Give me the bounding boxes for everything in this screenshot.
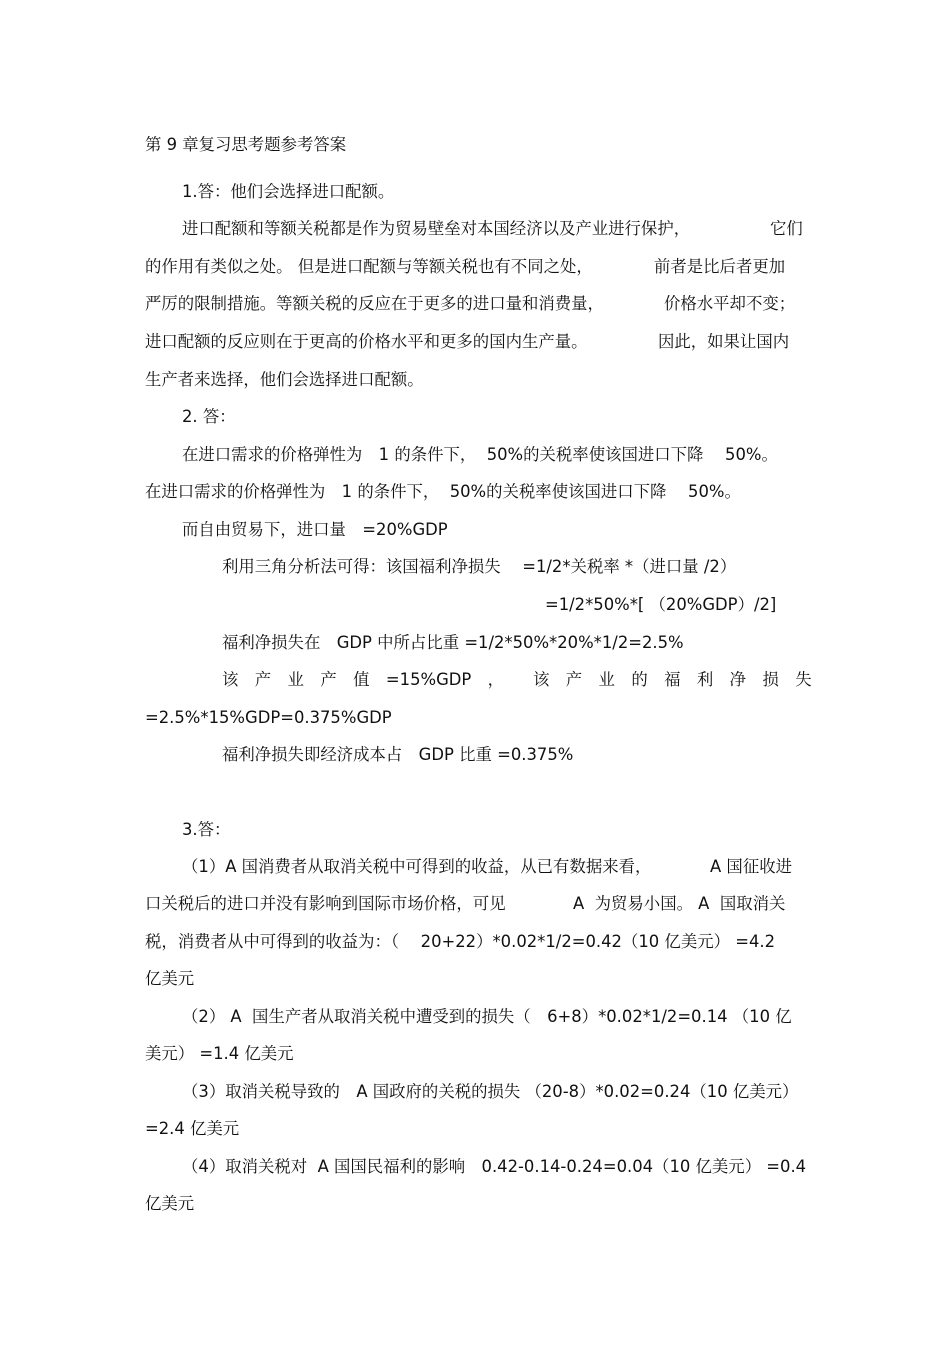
q1-line: 进口配额和等额关税都是作为贸易壁垒对本国经济以及产业进行保护， bbox=[182, 219, 691, 238]
q2-line: 该 产 业 的 福 利 净 损 失 bbox=[533, 670, 812, 689]
q3-line: 亿美元 bbox=[145, 1194, 195, 1213]
q1-line: 生产者来选择，他们会选择进口配额。 bbox=[145, 370, 424, 389]
q2-line: 福利净损失即经济成本占 GDP 比重 =0.375% bbox=[222, 745, 574, 764]
q1-line: 前者是比后者更加 bbox=[654, 257, 786, 276]
q1-line: 价格水平却不变； bbox=[664, 294, 796, 313]
q3-line: =2.4 亿美元 bbox=[145, 1119, 240, 1138]
q3-line: A 为贸易小国。 A 国取消关 bbox=[573, 894, 786, 913]
q3-line: 亿美元 bbox=[145, 969, 195, 988]
q1-line: 严厉的限制措施。等额关税的反应在于更多的进口量和消费量， bbox=[145, 294, 604, 313]
q2-line: =2.5%*15%GDP=0.375%GDP bbox=[145, 708, 392, 727]
q2-line: 而自由贸易下，进口量 =20%GDP bbox=[182, 520, 448, 539]
q1-line: 的作用有类似之处。 但是进口配额与等额关税也有不同之处， bbox=[145, 257, 593, 276]
q1-line: 进口配额的反应则在于更高的价格水平和更多的国内生产量。 bbox=[145, 332, 588, 351]
q2-line: 福利净损失在 GDP 中所占比重 =1/2*50%*20%*1/2=2.5% bbox=[222, 633, 684, 652]
q3-line: A 国征收进 bbox=[710, 857, 792, 876]
q2-line: 利用三角分析法可得：该国福利净损失 =1/2*关税率 *（进口量 /2） bbox=[222, 557, 737, 576]
q2-line: 该 产 业 产 值 =15%GDP ， bbox=[222, 670, 505, 689]
page-title: 第 9 章复习思考题参考答案 bbox=[145, 135, 347, 154]
q3-line: 税，消费者从中可得到的收益为：（ 20+22）*0.02*1/2=0.42（10 亿美元） =4.2 bbox=[145, 932, 776, 951]
q2-line: 在进口需求的价格弹性为 1 的条件下， 50%的关税率使该国进口下降 50%。 bbox=[145, 482, 741, 501]
q2-line: 在进口需求的价格弹性为 1 的条件下， 50%的关税率使该国进口下降 50%。 bbox=[182, 445, 778, 464]
q3-line: （2） A 国生产者从取消关税中遭受到的损失（ 6+8）*0.02*1/2=0.14 （10 亿 bbox=[182, 1007, 792, 1026]
q3-line: 美元） =1.4 亿美元 bbox=[145, 1044, 294, 1063]
q3-line: （4）取消关税对 A 国国民福利的影响 0.42-0.14-0.24=0.04（10 亿美元） =0.4 bbox=[182, 1157, 807, 1176]
q1-line: 它们 bbox=[770, 219, 803, 238]
q2-heading: 2. 答： bbox=[182, 407, 236, 426]
q3-heading: 3.答： bbox=[182, 820, 231, 839]
q2-line: =1/2*50%*[ （20%GDP）/2] bbox=[545, 595, 777, 614]
q3-line: 口关税后的进口并没有影响到国际市场价格，可见 bbox=[145, 894, 506, 913]
q3-line: （1）A 国消费者从取消关税中可得到的收益，从已有数据来看， bbox=[182, 857, 652, 876]
q1-line: 因此，如果让国内 bbox=[658, 332, 790, 351]
q1-heading: 1.答：他们会选择进口配额。 bbox=[182, 182, 395, 201]
q3-line: （3）取消关税导致的 A 国政府的关税的损失 （20-8）*0.02=0.24（10 亿美元） bbox=[182, 1082, 799, 1101]
